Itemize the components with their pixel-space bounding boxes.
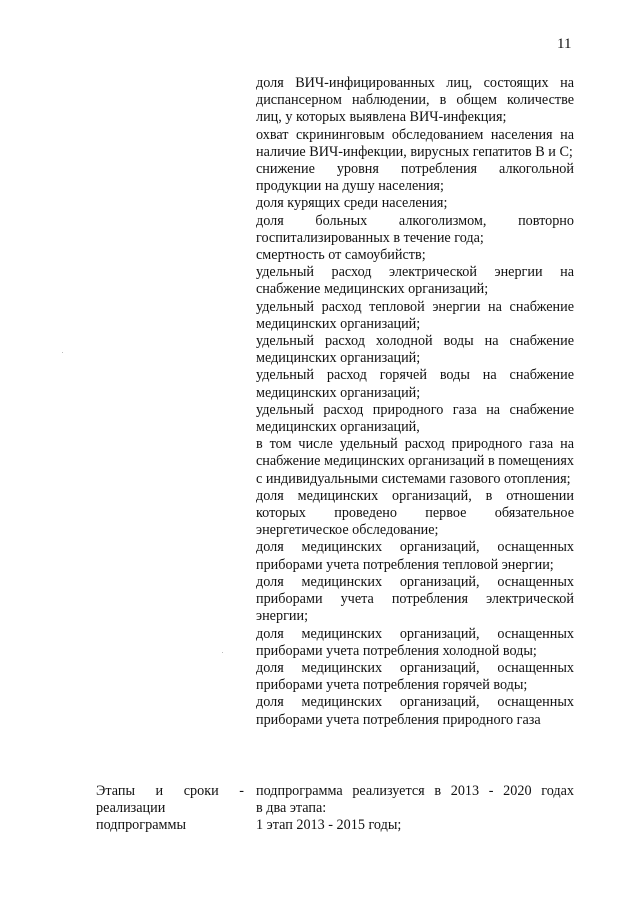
indicator-item: доля медицинских организаций, оснащенных приборами учета потребления холодной воды; (256, 625, 574, 659)
margin-speck (62, 352, 63, 353)
indicator-item: удельный расход горячей воды на снабжение медицинских организаций; (256, 367, 574, 401)
indicator-item: доля курящих среди населения; (256, 195, 448, 212)
indicator-item: снижение уровня потребления алкогольной продукции на душу населения; (256, 161, 574, 195)
stages-value (256, 783, 574, 835)
indicator-item: доля больных алкоголизмом, повторно госпитализированных в течение года; (256, 212, 574, 246)
stages-value-line: в два этапа: (256, 800, 327, 817)
indicator-item: удельный расход природного газа на снабжение медицинских организаций, (256, 401, 574, 436)
stages-value-line: 1 этап 2013 - 2015 годы; (256, 817, 402, 834)
stages-label (96, 783, 244, 835)
indicator-item: доля медицинских организаций, в отношении которых проведено первое обязательное энергетическое обследование; (256, 487, 574, 539)
indicator-item: доля медицинских организаций, оснащенных приборами учета потребления тепловой энергии; (256, 539, 574, 573)
indicator-item: удельный расход тепловой энергии на снабжение медицинских организаций; (256, 298, 574, 332)
indicators-list (256, 75, 574, 729)
indicator-item: в том числе удельный расход природного газа на снабжение медицинских организаций в помещениях с индивидуальными системами газового отопления; (256, 436, 574, 487)
stages-label-line: подпрограммы (96, 817, 186, 834)
indicator-item: доля медицинских организаций, оснащенных приборами учета потребления природного газа (256, 694, 574, 728)
indicator-item: доля медицинских организаций, оснащенных приборами учета потребления электрической энергии; (256, 573, 574, 625)
indicator-item: удельный расход электрической энергии на снабжение медицинских организаций; (256, 264, 574, 298)
stages-label-line: реализации (96, 800, 166, 817)
stages-value-line: подпрограмма реализуется в 2013 - 2020 годах (256, 783, 574, 799)
indicator-item: доля ВИЧ-инфицированных лиц, состоящих на диспансерном наблюдении, в общем количестве лиц, у которых выявлена ВИЧ-инфекция; (256, 75, 574, 126)
stages-label-line: Этапы и сроки - (96, 783, 244, 799)
indicator-item: смертность от самоубийств; (256, 247, 426, 264)
indicator-item: удельный расход холодной воды на снабжение медицинских организаций; (256, 333, 574, 367)
page-number: 11 (557, 36, 572, 52)
indicator-item: доля медицинских организаций, оснащенных приборами учета потребления горячей воды; (256, 659, 574, 694)
indicator-item: охват скрининговым обследованием населения на наличие ВИЧ-инфекции, вирусных гепатитов В и С; (256, 126, 574, 160)
margin-speck (222, 652, 223, 653)
